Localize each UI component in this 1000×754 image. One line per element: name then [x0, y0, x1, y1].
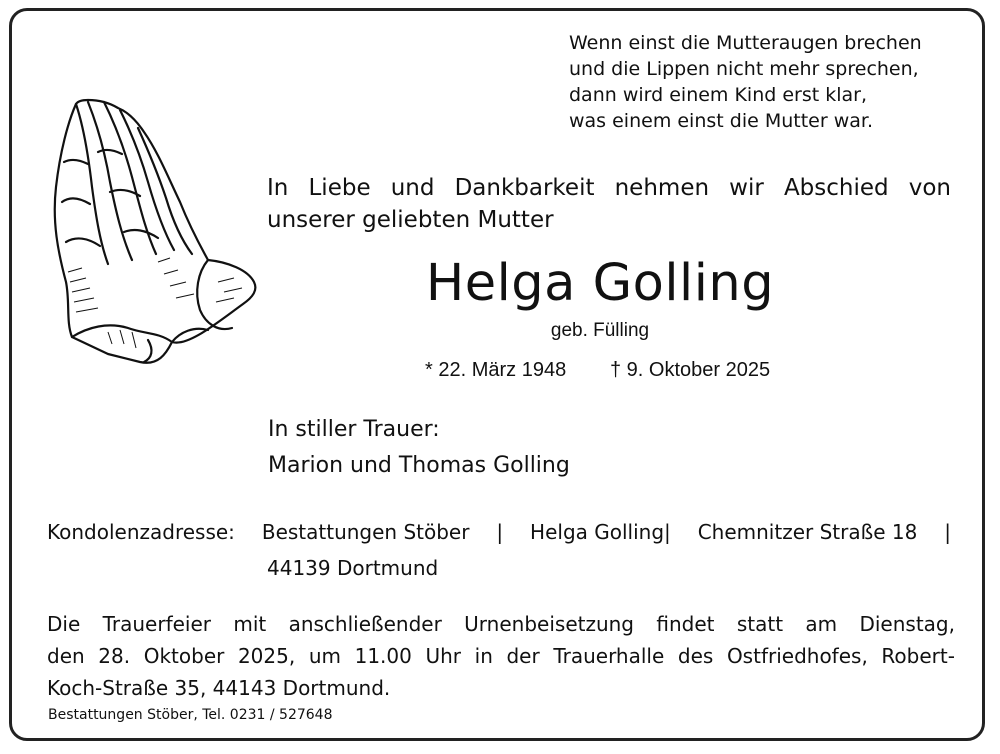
intro-text — [267, 172, 951, 236]
maiden-name: geb. Fülling — [550, 320, 650, 341]
condolence-separator: | — [944, 520, 951, 544]
birth-date: * 22. März 1948 — [425, 359, 567, 381]
service-info — [47, 608, 955, 704]
intro-word: Liebe — [308, 175, 371, 201]
service-word: mit — [233, 612, 267, 636]
service-line-1 — [47, 608, 955, 640]
service-line-3: Koch-Straße 35, 44143 Dortmund. — [47, 676, 391, 700]
deceased-name: Helga Golling — [425, 254, 775, 313]
service-word: Dienstag, — [859, 612, 955, 636]
service-word: Trauerhalle — [553, 644, 665, 668]
undertaker-contact: Bestattungen Stöber, Tel. 0231 / 527648 — [48, 707, 333, 723]
service-word: der — [506, 644, 540, 668]
intro-line-1 — [267, 172, 951, 204]
condolence-label: Kondolenzadresse: — [47, 520, 235, 544]
service-word: Oktober — [143, 644, 225, 668]
service-word: den — [47, 644, 85, 668]
mourners-names: Marion und Thomas Golling — [268, 453, 570, 478]
service-word: statt — [736, 612, 784, 636]
service-word: Die — [47, 612, 81, 636]
condolence-part: Bestattungen Stöber — [261, 520, 470, 544]
service-word: findet — [656, 612, 715, 636]
intro-word: von — [908, 175, 951, 201]
condolence-separator: | — [496, 520, 504, 544]
death-date: † 9. Oktober 2025 — [610, 359, 771, 381]
intro-word: Dankbarkeit — [454, 175, 595, 201]
intro-word: nehmen — [614, 175, 710, 201]
service-line-2 — [47, 640, 955, 672]
poem — [569, 30, 922, 134]
intro-word: und — [390, 175, 435, 201]
service-word: Uhr — [425, 644, 462, 668]
service-word: anschließender — [288, 612, 442, 636]
praying-hands-icon — [48, 92, 260, 370]
mourners — [268, 412, 570, 484]
service-word: 11.00 — [354, 644, 412, 668]
service-word: Ostfriedhofes, — [726, 644, 868, 668]
service-word: 2025, — [237, 644, 296, 668]
intro-word: In — [267, 175, 289, 201]
condolence-address — [47, 514, 951, 586]
condolence-line-1 — [47, 514, 951, 550]
poem-line: Wenn einst die Mutteraugen brechen — [569, 32, 922, 54]
mourners-heading: In stiller Trauer: — [268, 417, 440, 442]
condolence-line-2: 44139 Dortmund — [267, 556, 439, 580]
intro-word: Abschied — [783, 175, 889, 201]
service-word: des — [677, 644, 714, 668]
service-word: am — [805, 612, 838, 636]
condolence-part: Helga Golling| — [530, 520, 671, 544]
service-word: Trauerfeier — [102, 612, 211, 636]
service-word: um — [308, 644, 341, 668]
service-word: 28. — [98, 644, 131, 668]
service-word: in — [474, 644, 493, 668]
condolence-part: Chemnitzer Straße 18 — [697, 520, 918, 544]
poem-line: und die Lippen nicht mehr sprechen, — [569, 58, 919, 80]
service-word: Urnenbeisetzung — [464, 612, 635, 636]
poem-line: dann wird einem Kind erst klar, — [569, 84, 868, 106]
intro-word: wir — [729, 175, 764, 201]
intro-line-2: unserer geliebten Mutter — [267, 207, 554, 233]
service-word: Robert- — [881, 644, 955, 668]
poem-line: was einem einst die Mutter war. — [569, 110, 873, 132]
